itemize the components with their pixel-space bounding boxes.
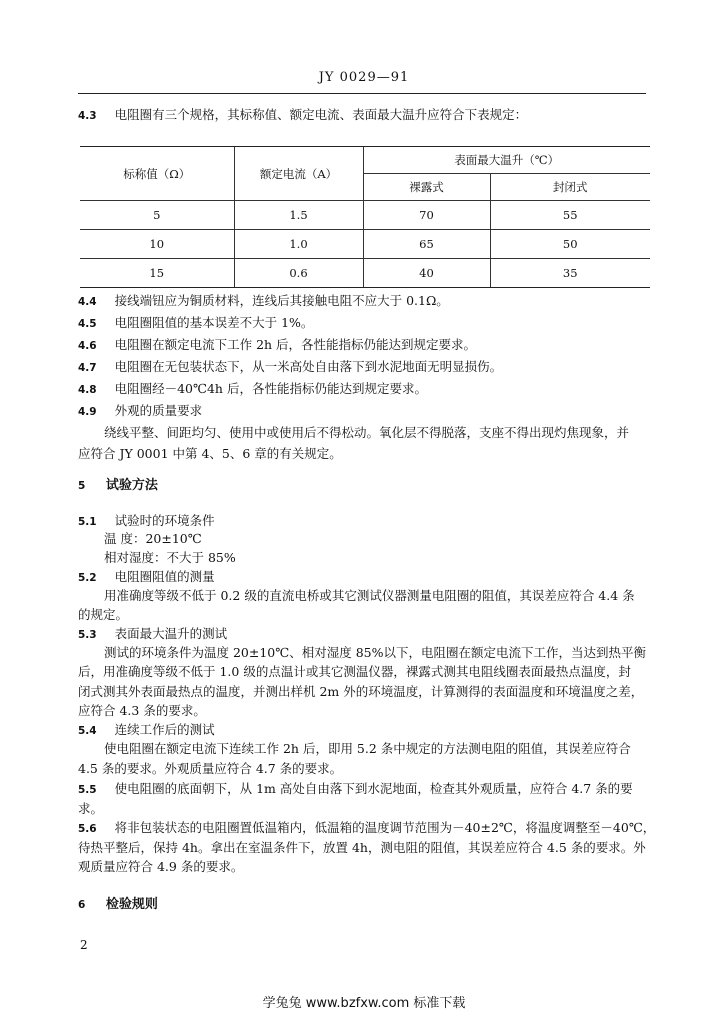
clause-text: 电阻圈在无包装状态下，从一米高处自由落下到水泥地面无明显损伤。 xyxy=(114,359,503,374)
clause-5-4-line: 使电阻圈在额定电流下连续工作 2h 后，即用 5.2 条中规定的方法测电阻的阻值，其误差应符合 xyxy=(104,741,631,756)
clause-number: 4.9 xyxy=(78,406,97,418)
header-nominal: 标称值（Ω） xyxy=(80,147,234,201)
cell-nominal: 15 xyxy=(80,259,234,288)
spec-table xyxy=(80,146,650,288)
cell-nominal: 5 xyxy=(80,201,234,230)
document-code: JY 0029—91 xyxy=(318,70,410,85)
cell-bare: 40 xyxy=(363,259,490,288)
cell-nominal: 10 xyxy=(80,230,234,259)
clause-5-3 xyxy=(78,625,227,644)
table-row xyxy=(80,259,650,288)
clause-title: 电阻圈阻值的测量 xyxy=(114,569,215,584)
clause-5-5-line: 求。 xyxy=(78,801,104,816)
clause-number: 4.3 xyxy=(78,110,97,122)
clause-5-5 xyxy=(78,780,633,799)
clause-number: 4.8 xyxy=(78,384,97,396)
cell-bare: 65 xyxy=(363,230,490,259)
section-title: 试验方法 xyxy=(105,478,158,493)
clause-number: 5.2 xyxy=(78,572,97,584)
clause-5-3-line: 测试的环境条件为温度 20±10℃、相对湿度 85%以下，电阻圈在额定电流下工作，当达到热平衡 xyxy=(104,645,646,660)
clause-5-6 xyxy=(78,819,655,838)
clause-5-2-line: 的规定。 xyxy=(78,607,129,622)
watermark-footer: 学兔兔 www.bzfxw.com 标准下载 xyxy=(262,996,466,1011)
clause-text: 将非包装状态的电阻圈置低温箱内，低温箱的温度调节范围为－40±2℃，将温度调整至－40℃， xyxy=(114,820,656,835)
clause-number: 5.1 xyxy=(78,516,97,528)
clause-number: 5.3 xyxy=(78,629,97,641)
clause-4-8 xyxy=(78,380,427,399)
clause-5-6-line: 观质量应符合 4.9 条的要求。 xyxy=(78,859,244,874)
clause-text: 电阻圈在额定电流下工作 2h 后，各性能指标仍能达到规定要求。 xyxy=(114,337,477,352)
page-number: 2 xyxy=(80,938,88,952)
cell-closed: 35 xyxy=(490,259,650,288)
header-bare: 裸露式 xyxy=(363,174,490,201)
clause-title: 试验时的环境条件 xyxy=(114,513,215,528)
clause-4-7 xyxy=(78,358,502,377)
header-rule xyxy=(78,93,646,94)
clause-5-6-line: 待热平整后，保持 4h。拿出在室温条件下，放置 4h，测电阻的阻值，其误差应符合 4.5 条的要求。外 xyxy=(78,840,646,855)
clause-4-6 xyxy=(78,336,476,355)
section-number: 6 xyxy=(78,899,86,911)
section-number: 5 xyxy=(78,480,86,492)
cell-closed: 50 xyxy=(490,230,650,259)
clause-number: 4.7 xyxy=(78,362,97,374)
table-row xyxy=(80,201,650,230)
table-row xyxy=(80,230,650,259)
clause-text: 接线端钮应为铜质材料，连线后其接触电阻不应大于 0.1Ω。 xyxy=(114,293,449,308)
header-current: 额定电流（A） xyxy=(234,147,363,201)
env-temperature: 温 度：20±10℃ xyxy=(104,531,202,546)
clause-number: 4.6 xyxy=(78,340,97,352)
clause-title: 表面最大温升的测试 xyxy=(114,626,228,641)
cell-current: 0.6 xyxy=(234,259,363,288)
clause-text: 电阻圈经－40℃4h 后，各性能指标仍能达到规定要求。 xyxy=(114,381,427,396)
env-humidity: 相对湿度：不大于 85% xyxy=(104,550,236,565)
clause-5-3-line: 闭式测其外表面最热点的温度，并测出样机 2m 外的环境温度，计算测得的表面温度和环境温度之差， xyxy=(78,684,644,699)
header-temp-rise: 表面最大温升（℃） xyxy=(363,147,650,174)
clause-5-4-line: 4.5 条的要求。外观质量应符合 4.7 条的要求。 xyxy=(78,761,343,776)
clause-4-3 xyxy=(78,106,527,125)
section-5-heading xyxy=(78,477,158,495)
clause-5-3-line: 后，用准确度等级不低于 1.0 级的点温计或其它测温仪器，裸露式测其电阻线圈表面最热点温度，封 xyxy=(78,664,631,679)
clause-5-4 xyxy=(78,721,215,740)
clause-title: 外观的质量要求 xyxy=(114,403,203,418)
clause-4-9-line: 应符合 JY 0001 中第 4、5、6 章的有关规定。 xyxy=(78,446,342,461)
clause-5-2-line: 用准确度等级不低于 0.2 级的直流电桥或其它测试仪器测量电阻圈的阻值，其误差应符合 4.4 条 xyxy=(104,588,635,603)
clause-number: 5.6 xyxy=(78,823,97,835)
clause-number: 4.5 xyxy=(78,318,97,330)
header-closed: 封闭式 xyxy=(490,174,650,201)
cell-bare: 70 xyxy=(363,201,490,230)
section-6-heading xyxy=(78,896,158,914)
cell-closed: 55 xyxy=(490,201,650,230)
clause-number: 4.4 xyxy=(78,296,97,308)
clause-5-2 xyxy=(78,568,215,587)
clause-4-5 xyxy=(78,314,313,333)
clause-5-1 xyxy=(78,512,215,531)
section-title: 检验规则 xyxy=(105,897,158,912)
clause-number: 5.4 xyxy=(78,725,97,737)
clause-number: 5.5 xyxy=(78,784,97,796)
clause-4-9-line: 绕线平整、间距均匀、使用中或使用后不得松动。氧化层不得脱落，支座不得出现灼焦现象，并 xyxy=(104,425,630,440)
clause-4-4 xyxy=(78,292,449,311)
clause-title: 连续工作后的测试 xyxy=(114,722,215,737)
clause-text: 电阻圈阻值的基本误差不大于 1%。 xyxy=(114,315,314,330)
clause-4-9 xyxy=(78,402,202,421)
clause-5-3-line: 应符合 4.3 条的要求。 xyxy=(78,703,206,718)
clause-text: 使电阻圈的底面朝下，从 1m 高处自由落下到水泥地面，检查其外观质量，应符合 4.7 条的要 xyxy=(114,781,633,796)
cell-current: 1.5 xyxy=(234,201,363,230)
cell-current: 1.0 xyxy=(234,230,363,259)
clause-text: 电阻圈有三个规格，其标称值、额定电流、表面最大温升应符合下表规定： xyxy=(114,107,528,122)
